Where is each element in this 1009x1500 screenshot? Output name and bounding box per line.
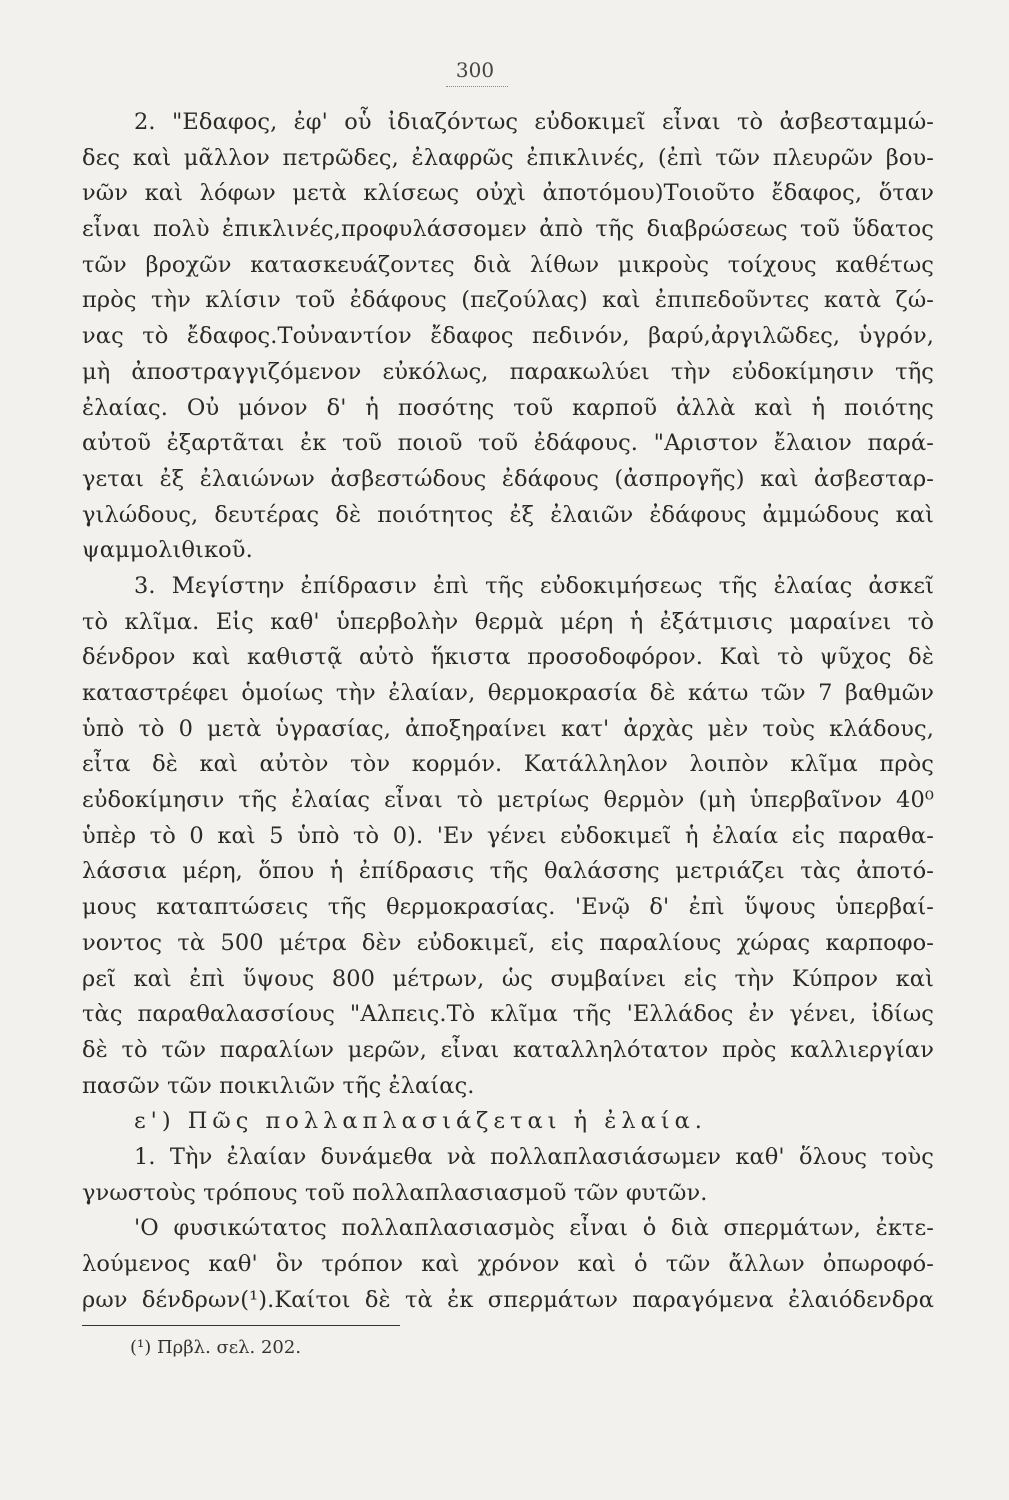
- text-line: νοντος τὰ 500 μέτρα δὲν εὐδοκιμεῖ, εἰς παραλίους χώρας καρποφο-: [82, 929, 934, 956]
- text-line: καταστρέφει ὁμοίως τὴν ἐλαίαν, θερμοκρασία δὲ κάτω τῶν 7 βαθμῶν: [82, 680, 934, 706]
- text-line: 'Ο φυσικώτατος πολλαπλασιασμὸς εἶναι ὁ διὰ σπερμάτων, ἐκτε-: [134, 1215, 934, 1242]
- text-line: εἶναι πολὺ ἐπικλινές,προφυλάσσομεν ἀπὸ τῆς διαβρώσεως τοῦ ὕδατος: [82, 216, 934, 243]
- text-line: λούμενος καθ' ὃν τρόπον καὶ χρόνον καὶ ὁ τῶν ἄλλων ὀπωροφό-: [82, 1251, 934, 1277]
- text-line: γιλώδους, δευτέρας δὲ ποιότητος ἐξ ἐλαιῶν ἐδάφους ἀμμώδους καὶ: [82, 501, 934, 528]
- text-line: γνωστοὺς τρόπους τοῦ πολλαπλασιασμοῦ τῶν φυτῶν.: [82, 1179, 708, 1206]
- page-number-rule: [446, 86, 508, 87]
- section-heading: ε') Πῶς πολλαπλασιάζεται ἡ ἐλαία.: [134, 1108, 707, 1135]
- text-line: τῶν βροχῶν κατασκευάζοντες διὰ λίθων μικροὺς τοίχους καθέτως: [82, 251, 934, 278]
- page-number: 300: [455, 58, 495, 82]
- text-line: πρὸς τὴν κλίσιν τοῦ ἐδάφους (πεζούλας) καὶ ἐπιπεδοῦντες κατὰ ζώ-: [82, 287, 934, 314]
- text-line: νῶν καὶ λόφων μετὰ κλίσεως οὐχὶ ἀποτόμου)Τοιοῦτο ἔδαφος, ὅταν: [82, 180, 934, 207]
- text-line: πασῶν τῶν ποικιλιῶν τῆς ἐλαίας.: [82, 1072, 475, 1099]
- text-line: ψαμμολιθικοῦ.: [82, 537, 253, 564]
- text-line: ἐλαίας. Οὐ μόνον δ' ἡ ποσότης τοῦ καρποῦ ἀλλὰ καὶ ἡ ποιότης: [82, 394, 934, 421]
- text-line: λάσσια μέρη, ὅπου ἡ ἐπίδρασις τῆς θαλάσσης μετριάζει τὰς ἀποτό-: [82, 858, 934, 885]
- text-line: μους καταπτώσεις τῆς θερμοκρασίας. 'Ενῷ δ' ἐπὶ ὕψους ὑπερβαί-: [82, 894, 934, 921]
- text-line: 1. Τὴν ἐλαίαν δυνάμεθα νὰ πολλαπλασιάσωμεν καθ' ὅλους τοὺς: [134, 1143, 934, 1170]
- text-line: τὰς παραθαλασσίους "Αλπεις.Τὸ κλῖμα τῆς 'Ελλάδος ἐν γένει, ἰδίως: [82, 1001, 934, 1028]
- text-line: εἶτα δὲ καὶ αὐτὸν τὸν κορμόν. Κατάλληλον λοιπὸν κλῖμα πρὸς: [82, 751, 934, 778]
- body-text: [82, 105, 934, 1318]
- text-line: ρων δένδρων(¹).Καίτοι δὲ τὰ ἐκ σπερμάτων παραγόμενα ἐλαιόδενδρα: [82, 1286, 934, 1313]
- text-line: ρεῖ καὶ ἐπὶ ὕψους 800 μέτρων, ὡς συμβαίνει εἰς τὴν Κύπρον καὶ: [82, 965, 934, 992]
- text-line: 2. "Εδαφος, ἐφ' οὗ ἰδιαζόντως εὐδοκιμεῖ εἶναι τὸ ἀσβεσταμμώ-: [134, 109, 934, 135]
- footnote-rule: [82, 1325, 400, 1326]
- text-line: δὲ τὸ τῶν παραλίων μερῶν, εἶναι καταλληλότατον πρὸς καλλιεργίαν: [82, 1036, 934, 1063]
- text-line: δένδρον καὶ καθιστᾷ αὐτὸ ἥκιστα προσοδοφόρον. Καὶ τὸ ψῦχος δὲ: [82, 644, 934, 671]
- text-line: γεται ἐξ ἐλαιώνων ἀσβεστώδους ἐδάφους (ἀσπρογῆς) καὶ ἀσβεσταρ-: [82, 465, 934, 492]
- text-line: αὐτοῦ ἐξαρτᾶται ἐκ τοῦ ποιοῦ τοῦ ἐδάφους. "Αριστον ἔλαιον παρά-: [82, 430, 934, 457]
- text-line: εὐδοκίμησιν τῆς ἐλαίας εἶναι τὸ μετρίως θερμὸν (μὴ ὑπερβαῖνον 40⁰: [82, 787, 934, 814]
- text-line: δες καὶ μᾶλλον πετρῶδες, ἐλαφρῶς ἐπικλινές, (ἐπὶ τῶν πλευρῶν βου-: [82, 144, 934, 171]
- text-line: ὑπὸ τὸ 0 μετὰ ὑγρασίας, ἀποξηραίνει κατ' ἀρχὰς μὲν τοὺς κλάδους,: [82, 715, 934, 742]
- footnote: (¹) Πρβλ. σελ. 202.: [130, 1337, 302, 1358]
- text-line: ὑπὲρ τὸ 0 καὶ 5 ὑπὸ τὸ 0). 'Εν γένει εὐδοκιμεῖ ἡ ἐλαία εἰς παραθα-: [82, 822, 934, 849]
- text-line: νας τὸ ἔδαφος.Τοὐναντίον ἔδαφος πεδινόν, βαρύ,ἀργιλῶδες, ὑγρόν,: [82, 323, 934, 350]
- text-line: 3. Μεγίστην ἐπίδρασιν ἐπὶ τῆς εὐδοκιμήσεως τῆς ἐλαίας ἀσκεῖ: [134, 572, 934, 599]
- text-line: μὴ ἀποστραγγιζόμενον εὐκόλως, παρακωλύει τὴν εὐδοκίμησιν τῆς: [82, 358, 934, 385]
- text-line: τὸ κλῖμα. Εἰς καθ' ὑπερβολὴν θερμὰ μέρη ἡ ἐξάτμισις μαραίνει τὸ: [82, 608, 934, 635]
